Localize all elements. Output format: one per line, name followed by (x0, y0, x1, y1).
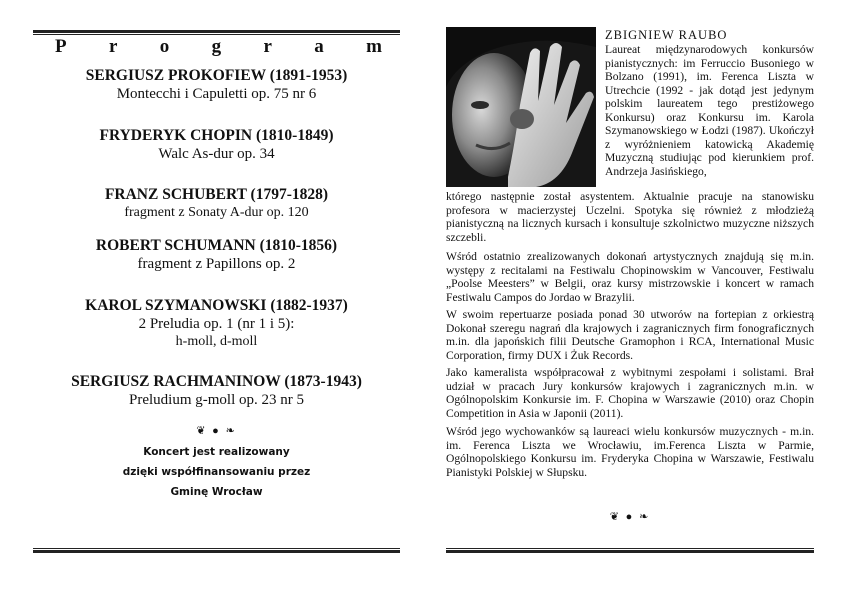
piece-detail: h-moll, d-moll (175, 334, 258, 349)
title-letter: o (159, 36, 170, 57)
piece-title: Walc As-dur op. 34 (158, 146, 275, 162)
work-prokofiev (33, 66, 400, 103)
composer-name: SERGIUSZ RACHMANINOW (1873-1943) (71, 373, 362, 390)
bio-intro-continued: którego następnie został asystentem. Aktualnie pracuje na stanowisku profesora w macierzystej Uczelni. Spotyka się również z młodzieżą pianistyczną na licznych kursach i konsultuje szkolnictwo muzyczne niższych szczebli. (446, 190, 814, 244)
piece-title: 2 Preludia op. 1 (nr 1 i 5): (138, 316, 295, 332)
piece-title: fragment z Sonaty A-dur op. 120 (124, 205, 309, 220)
composer-name: FRYDERYK CHOPIN (1810-1849) (99, 127, 334, 144)
title-letter: P (55, 36, 67, 57)
work-schumann (33, 236, 400, 273)
sponsor-line: Gminę Wrocław (170, 486, 263, 498)
composer-name: KAROL SZYMANOWSKI (1882-1937) (85, 297, 348, 314)
composer-name: ROBERT SCHUMANN (1810-1856) (95, 237, 338, 254)
program-page (33, 0, 400, 595)
work-szymanowski (33, 296, 400, 351)
piece-title: Montecchi i Capuletti op. 75 nr 6 (116, 86, 317, 102)
title-letter: m (366, 36, 382, 57)
portrait-image (446, 27, 596, 187)
sponsor-line: Koncert jest realizowany (143, 446, 290, 458)
title-letter: r (263, 36, 272, 57)
biography-page (446, 0, 814, 595)
bio-paragraph: Wśród jego wychowanków są laureaci wielu konkursów muzycznych - m.in. im. Ferenca Liszta we Wrocławiu, im.Ferenca Liszta w Parmie, Ogólnopolskiego Konkursu im. Fryderyka Chopina w Warszawie, Festiwalu Pianistyki Polskiej w Słupsku. (446, 425, 814, 479)
bio-paragraph: Jako kameralista współpracował z wybitnymi zespołami i solistami. Brał udział w pracach Jury konkursów krajowych i zagranicznych m.in. w Ogólnopolskim Konkursie im. F. Chopina w Warszawie (2010) oraz Chopin Competition in Asia w Japonii (2011). (446, 366, 814, 420)
sponsor-line: dzięki współfinansowaniu przez (122, 466, 311, 478)
bottom-rule (33, 548, 400, 549)
title-letter: r (108, 36, 118, 57)
piece-title: Preludium g-moll op. 23 nr 5 (129, 392, 304, 408)
piece-title: fragment z Papillons op. 2 (137, 256, 296, 272)
sponsor-note (33, 442, 400, 502)
title-letter: a (314, 36, 324, 57)
title-letter: g (211, 36, 222, 57)
top-rule (33, 30, 400, 33)
program-title (33, 36, 400, 58)
ornament-divider: ❦ ● ❧ (196, 425, 237, 437)
work-chopin (33, 126, 400, 163)
composer-name: SERGIUSZ PROKOFIEW (1891-1953) (85, 67, 348, 84)
work-rachmaninow (33, 372, 400, 409)
bio-paragraph: Wśród ostatnio zrealizowanych dokonań artystycznych znajdują się m.in. występy z recitalami na Festiwalu Chopinowskim w Vancouver, Festiwalu „Poolse Meesters” w Belgii, oraz kursy mistrzowskie i koncert w ramach Festiwalu Campos do Jordao w Brazylii. (446, 250, 814, 304)
bio-paragraph: W swoim repertuarze posiada ponad 30 utworów na fortepian z orkiestrą Dokonał szeregu nagrań dla krajowych i zagranicznych firm fonograficznych m.in. dla japońskich filii Deutsche Gramophon i RCA, International Music Corporation, firmy DUX i Żuk Records. (446, 308, 814, 362)
composer-name: FRANZ SCHUBERT (1797-1828) (104, 186, 329, 203)
work-schubert (33, 185, 400, 222)
ornament-divider: ❦ ● ❧ (609, 511, 651, 523)
pianist-photo (446, 27, 596, 187)
bottom-rule (446, 548, 814, 549)
pianist-name: ZBIGNIEW RAUBO (605, 28, 728, 42)
bio-intro-wrapped: Laureat międzynarodowych konkursów pianistycznych: im Ferruccio Busoniego w Bolzano (1991), im. Ferenca Liszta w Utrechcie (1992 - jak dotąd jest jedynym polskim laureatem tego prestiżowego Konkursu) oraz Konkursu im. Karola Szymanowskiego w Łodzi (1987). Ukończył z wyróżnieniem katowicką Akademię Muzyczną studiując pod kierunkiem prof. Andrzeja Jasińskiego, (605, 43, 814, 178)
